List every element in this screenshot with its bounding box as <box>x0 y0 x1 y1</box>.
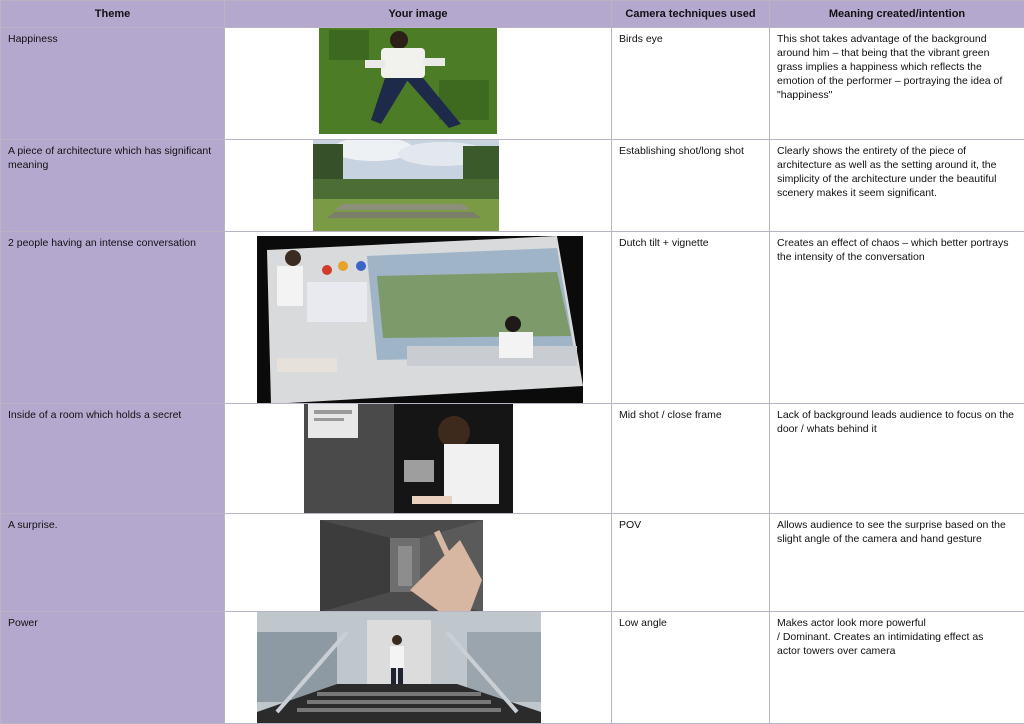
header-theme: Theme <box>1 1 225 28</box>
technique-cell: Mid shot / close frame <box>612 404 770 514</box>
theme-cell: Power <box>1 612 225 724</box>
theme-cell: 2 people having an intense conversation <box>1 232 225 404</box>
technique-cell: Dutch tilt + vignette <box>612 232 770 404</box>
photo-boy-lying-on-grass <box>319 28 497 135</box>
meaning-line: actor towers over camera <box>777 645 896 657</box>
meaning-line: Makes actor look more powerful <box>777 617 926 629</box>
image-cell <box>225 514 612 612</box>
table-row <box>1 28 1024 140</box>
image-cell <box>225 404 612 514</box>
photo-two-students-classroom <box>257 236 583 404</box>
technique-cell: Establishing shot/long shot <box>612 140 770 232</box>
technique-cell: Birds eye <box>612 28 770 140</box>
meaning-cell: Lack of background leads audience to focus on the door / whats behind it <box>770 404 1024 514</box>
technique-cell: POV <box>612 514 770 612</box>
photo-hand-in-corridor <box>320 520 483 612</box>
table-row <box>1 140 1024 232</box>
meaning-cell: Creates an effect of chaos – which better portrays the intensity of the conversation <box>770 232 1024 404</box>
theme-cell: Happiness <box>1 28 225 140</box>
photo-stone-steps-in-park <box>313 140 499 232</box>
image-cell <box>225 612 612 724</box>
header-image: Your image <box>225 1 612 28</box>
image-cell <box>225 28 612 140</box>
header-row <box>1 1 1024 28</box>
table-row <box>1 514 1024 612</box>
theme-cell: A surprise. <box>1 514 225 612</box>
meaning-cell <box>770 612 1024 724</box>
meaning-cell: Clearly shows the entirety of the piece of architecture as well as the setting around it, the simplicity of the architecture under the beautiful scenery makes it seem significant. <box>770 140 1024 232</box>
photo-student-at-door <box>304 404 513 514</box>
theme-cell: Inside of a room which holds a secret <box>1 404 225 514</box>
header-meaning: Meaning created/intention <box>770 1 1024 28</box>
photo-figure-atop-stairs <box>257 612 541 724</box>
table-row <box>1 404 1024 514</box>
theme-cell: A piece of architecture which has significant meaning <box>1 140 225 232</box>
meaning-cell: Allows audience to see the surprise based on the slight angle of the camera and hand gesture <box>770 514 1024 612</box>
header-techniques: Camera techniques used <box>612 1 770 28</box>
meaning-cell: This shot takes advantage of the background around him – that being that the vibrant green grass implies a happiness which reflects the emotion of the performer – portraying the idea of "happiness" <box>770 28 1024 140</box>
image-cell <box>225 232 612 404</box>
table-row <box>1 232 1024 404</box>
table-row <box>1 612 1024 724</box>
image-cell <box>225 140 612 232</box>
technique-cell: Low angle <box>612 612 770 724</box>
meaning-line: / Dominant. Creates an intimidating effect as <box>777 631 984 643</box>
